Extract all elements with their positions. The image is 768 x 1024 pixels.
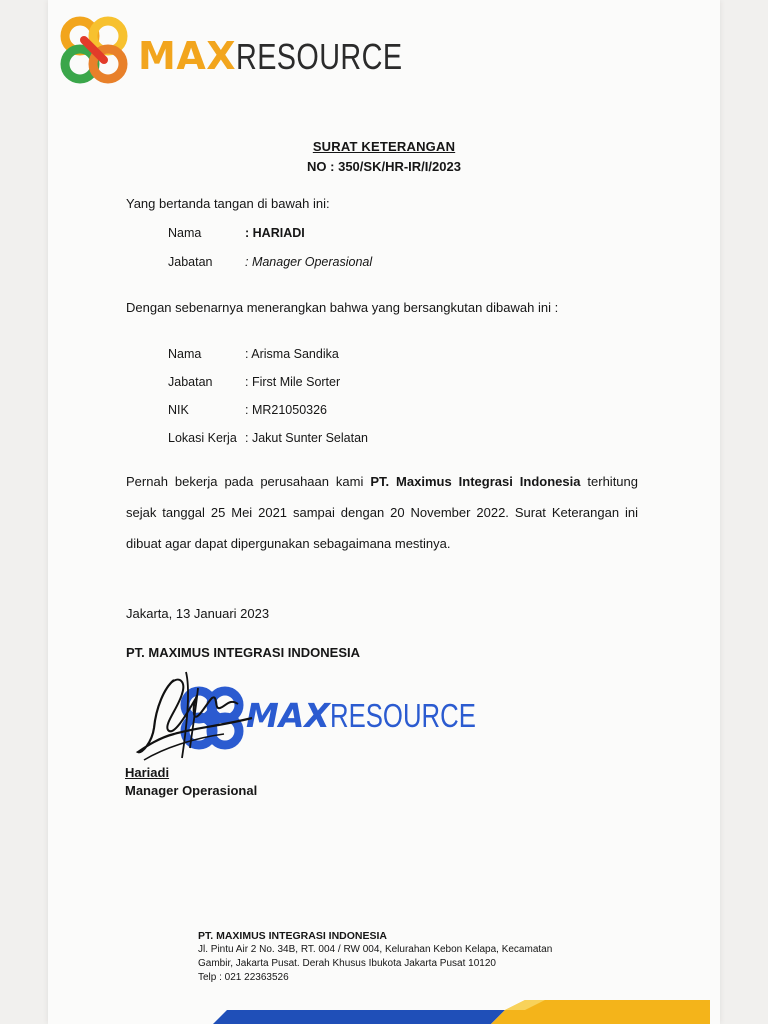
paragraph-company: PT. Maximus Integrasi Indonesia xyxy=(370,474,581,489)
employee-position-value: : First Mile Sorter xyxy=(245,375,341,389)
footer-phone: Telp : 021 22363526 xyxy=(198,972,289,983)
signer-printed-name: Hariadi xyxy=(125,765,170,780)
statement-text: Dengan sebenarnya menerangkan bahwa yang bersangkutan dibawah ini : xyxy=(126,300,559,315)
document-number: NO : 350/SK/HR-IR/I/2023 xyxy=(307,159,461,174)
footer-address-line-2: Gambir, Jakarta Pusat. Derah Khusus Ibukota Jakarta Pusat 10120 xyxy=(198,958,496,969)
company-stamp-text xyxy=(246,698,517,734)
company-name: PT. MAXIMUS INTEGRASI INDONESIA xyxy=(126,645,361,660)
signer-name-value: : HARIADI xyxy=(245,226,305,240)
max-resource-logo-text xyxy=(138,36,444,77)
employee-nik-label: NIK xyxy=(168,403,189,417)
employee-name-label: Nama xyxy=(168,347,202,361)
footer-color-bar xyxy=(205,1000,710,1024)
footer-address-line-1: Jl. Pintu Air 2 No. 34B, RT. 004 / RW 004, Kelurahan Kebon Kelapa, Kecamatan xyxy=(198,944,553,955)
paragraph-part1: Pernah bekerja pada perusahaan kami xyxy=(126,474,371,489)
employee-position-label: Jabatan xyxy=(168,375,213,389)
logo-resource-word: RESOURCE xyxy=(236,36,403,77)
signer-position-value: : Manager Operasional xyxy=(245,255,373,269)
employee-location-value: : Jakut Sunter Selatan xyxy=(245,431,368,445)
signer-printed-title: Manager Operasional xyxy=(125,783,258,798)
stamp-resource-word: RESOURCE xyxy=(329,697,476,734)
signer-position-label: Jabatan xyxy=(168,255,213,269)
employee-nik-value: : MR21050326 xyxy=(245,403,328,417)
employee-name-value: : Arisma Sandika xyxy=(245,347,339,361)
paragraph-part2: terhitung sejak tanggal 25 Mei 2021 sampai dengan 20 November 2022. Surat Keterangan ini dibuat agar dapat dipergunakan sebagaimana mestinya. xyxy=(126,474,638,551)
intro-text: Yang bertanda tangan di bawah ini: xyxy=(126,196,330,211)
employee-location-label: Lokasi Kerja xyxy=(168,431,237,445)
logo-max-word: MAX xyxy=(138,34,237,78)
document-title: SURAT KETERANGAN xyxy=(312,139,456,154)
max-resource-logo-mark xyxy=(58,14,130,86)
footer-company: PT. MAXIMUS INTEGRASI INDONESIA xyxy=(198,930,388,942)
handwritten-signature xyxy=(134,668,274,768)
place-date: Jakarta, 13 Januari 2023 xyxy=(126,606,270,621)
stamp-max-word: MAX xyxy=(246,696,330,735)
employment-paragraph xyxy=(126,466,638,559)
signer-name-label: Nama xyxy=(168,226,202,240)
